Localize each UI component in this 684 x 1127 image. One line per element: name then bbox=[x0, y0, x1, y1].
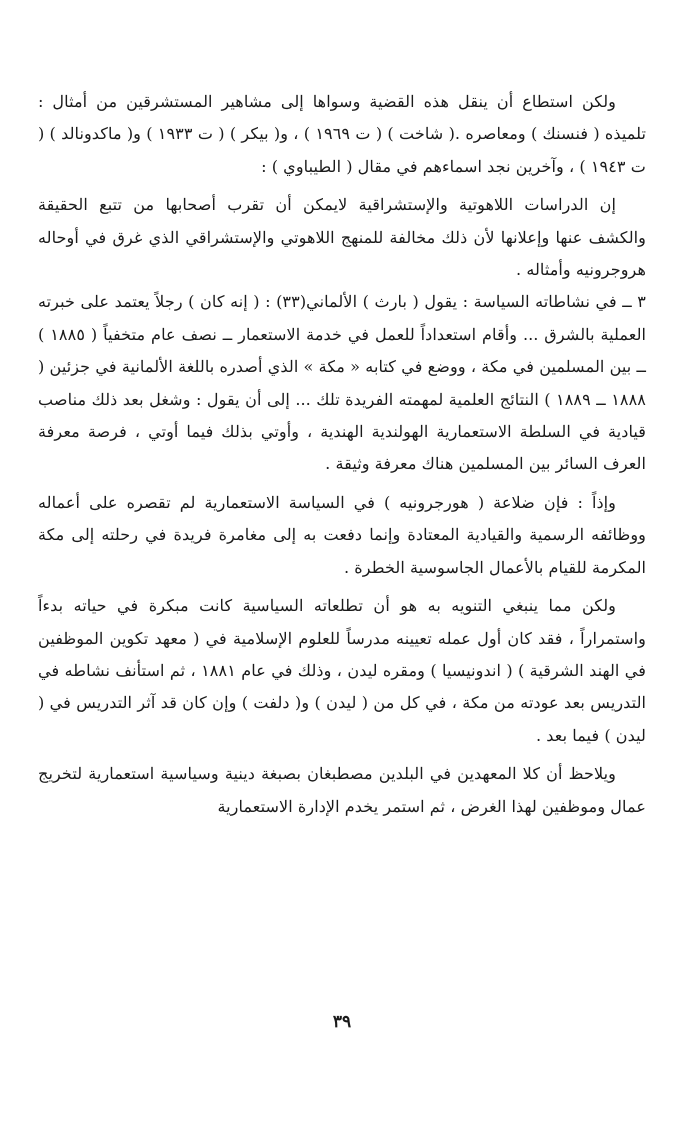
paragraph-2: إن الدراسات اللاهوتية والإستشراقية لايمكن أن تقرب أصحابها من تتبع الحقيقة والكشف عنها وإعلانها لأن ذلك مخالفة للمنهج اللاهوتي والإستشراقي الذي غرق في أوحاله هروجرونيه وأمثاله . bbox=[38, 195, 646, 280]
body-text bbox=[38, 86, 646, 823]
paragraph-4: وإذاً : فإن ضلاعة ( هورجرونيه ) في السياسة الاستعمارية لم تقصره على أعماله ووظائفه الرسمية والقيادية المعتادة وإنما دفعت به إلى مغامرة فريدة في رحلته إلى مكة المكرمة للقيام بالأعمال الجاسوسية الخطرة . bbox=[38, 492, 646, 577]
paragraph-6: ويلاحظ أن كلا المعهدين في البلدين مصطبغان بصبغة دينية وسياسية استعمارية لتخريج عمال وموظفين لهذا الغرض ، ثم استمر يخدم الإدارة الاستعمارية bbox=[38, 764, 646, 816]
paragraph-5: ولكن مما ينبغي التنويه به هو أن تطلعاته السياسية كانت مبكرة في حياته بدءاً واستمراراً ، فقد كان أول عمله تعيينه مدرساً للعلوم الإسلامية في ( معهد تكوين الموظفين في الهند الشرقية ) ( اندونيسيا ) ومقره ليدن ، وذلك في عام ١٨٨١ ، ثم استأنف نشاطه في التدريس بعد عودته من مكة ، في كل من ( ليدن ) و( دلفت ) وإن كان قد آثر التدريس في ( ليدن ) فيما بعد . bbox=[38, 596, 646, 745]
paragraph-1: ولكن استطاع أن ينقل هذه القضية وسواها إلى مشاهير المستشرقين من أمثال : تلميذه ( فنسنك ) ومعاصره .( شاخت ) ( ت ١٩٦٩ ) ، و( بيكر ) ( ت ١٩٣٣ ) و( ماكدونالد ) ( ت ١٩٤٣ ) ، وآخرين نجد اسماءهم في مقال ( الطيباوي ) : bbox=[38, 92, 646, 176]
paragraph-3: ٣ ــ في نشاطاته السياسة : يقول ( بارث ) الألماني(٣٣) : ( إنه كان ) رجلاً يعتمد على خبرته العملية بالشرق ... وأقام استعداداً للعمل في خدمة الاستعمار ــ نصف عام متخفياً ( ١٨٨٥ ) ــ بين المسلمين في مكة ، ووضع في كتابه « مكة » الذي أصدره باللغة الألمانية في جزئين ( ١٨٨٨ ــ ١٨٨٩ ) النتائج العلمية لمهمته الفريدة تلك ... إلى أن يقول : وشغل بعد ذلك مناصب قيادية في السلطة الاستعمارية الهولندية الهندية ، وأوتي بذلك فيما أوتي ، فرصة معرفة العرف السائر بين المسلمين هناك معرفة وثيقة . bbox=[38, 292, 647, 474]
page-number: ٣٩ bbox=[332, 1012, 352, 1032]
